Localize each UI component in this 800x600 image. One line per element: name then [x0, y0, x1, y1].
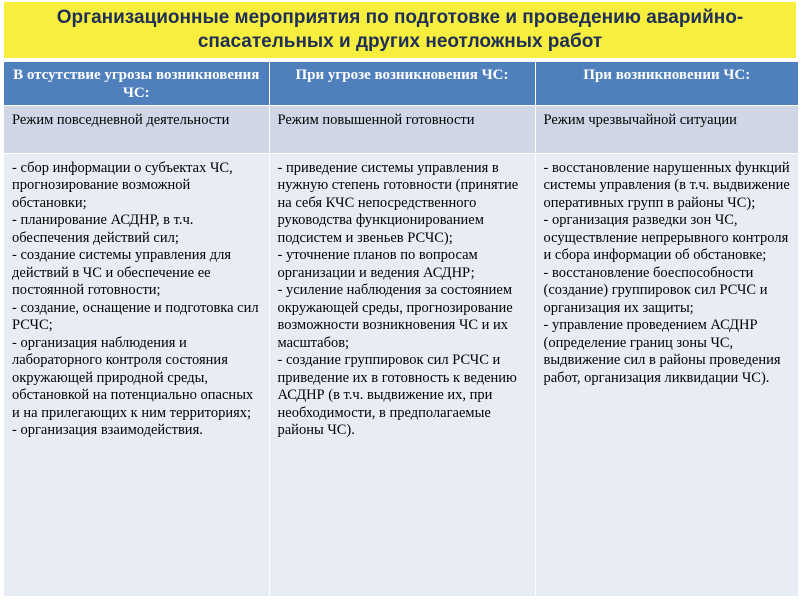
content-row: [3, 153, 799, 597]
list-item: - усиление наблюдения за состоянием окружающей среды, прогнозирование возможности возникновения ЧС и их масштабов;: [277, 282, 513, 351]
measures-table: [2, 60, 800, 598]
mode-emergency: Режим чрезвычайной ситуации: [535, 105, 799, 153]
mode-high-readiness: Режим повышенной готовности: [269, 105, 535, 153]
page-title: Организационные мероприятия по подготовке и проведению аварийно-спасательных и других неотложных работ: [56, 7, 744, 52]
header-emergency: При возникновении ЧС:: [535, 61, 799, 105]
list-item: - сбор информации о субъектах ЧС, прогнозирование возможной обстановки;: [12, 159, 233, 211]
list-item: - создание группировок сил РСЧС и приведение их в готовность к ведению АСДНР (в т.ч. выдвижение их, при необходимости, в предполагаемые районы ЧС).: [277, 352, 517, 438]
list-item: - создание системы управления для действий в ЧС и обеспечение ее постоянной готовности;: [12, 247, 232, 298]
title-bar: [4, 2, 796, 58]
tasks-emergency-cell: [535, 153, 799, 597]
list-item: - создание, оснащение и подготовка сил РСЧС;: [12, 299, 259, 333]
list-item: - планирование АСДНР, в т.ч. обеспечения действий сил;: [12, 212, 194, 246]
tasks-high-readiness-cell: [269, 153, 535, 597]
list-item: - организация наблюдения и лабораторного контроля состояния окружающей природной среды, обстановкой на потенциально опасных и на прилегающих к ним территориях;: [12, 334, 254, 421]
list-item: - уточнение планов по вопросам организации и ведения АСДНР;: [277, 247, 478, 281]
list-item: - восстановление нарушенных функций системы управления (в т.ч. выдвижение оперативных групп в районы ЧС);: [543, 159, 790, 211]
list-item: - организация взаимодействия.: [12, 422, 203, 438]
tasks-daily-cell: [3, 153, 269, 597]
table-header-row: [3, 61, 799, 105]
tasks-high-readiness-list: [278, 160, 527, 440]
mode-row: [3, 105, 799, 153]
header-threat: При угрозе возникновения ЧС:: [269, 61, 535, 105]
header-no-threat: В отсутствие угрозы возникновения ЧС:: [3, 61, 269, 105]
mode-daily: Режим повседневной деятельности: [3, 105, 269, 153]
list-item: - приведение системы управления в нужную степень готовности (принятие на себя КЧС непосредственного руководства функционированием подсистем и звеньев РСЧС);: [277, 159, 519, 246]
list-item: - восстановление боеспособности (создание) группировок сил РСЧС и организация их защиты;: [543, 264, 768, 316]
tasks-daily-list: [12, 160, 261, 440]
list-item: - управление проведением АСДНР (определение границ зоны ЧС, выдвижение сил в районы проведения работ, организация ликвидации ЧС).: [543, 317, 781, 386]
list-item: - организация разведки зон ЧС, осуществление непрерывного контроля и сбора информации об обстановке;: [543, 212, 789, 263]
tasks-emergency-list: [544, 160, 791, 388]
